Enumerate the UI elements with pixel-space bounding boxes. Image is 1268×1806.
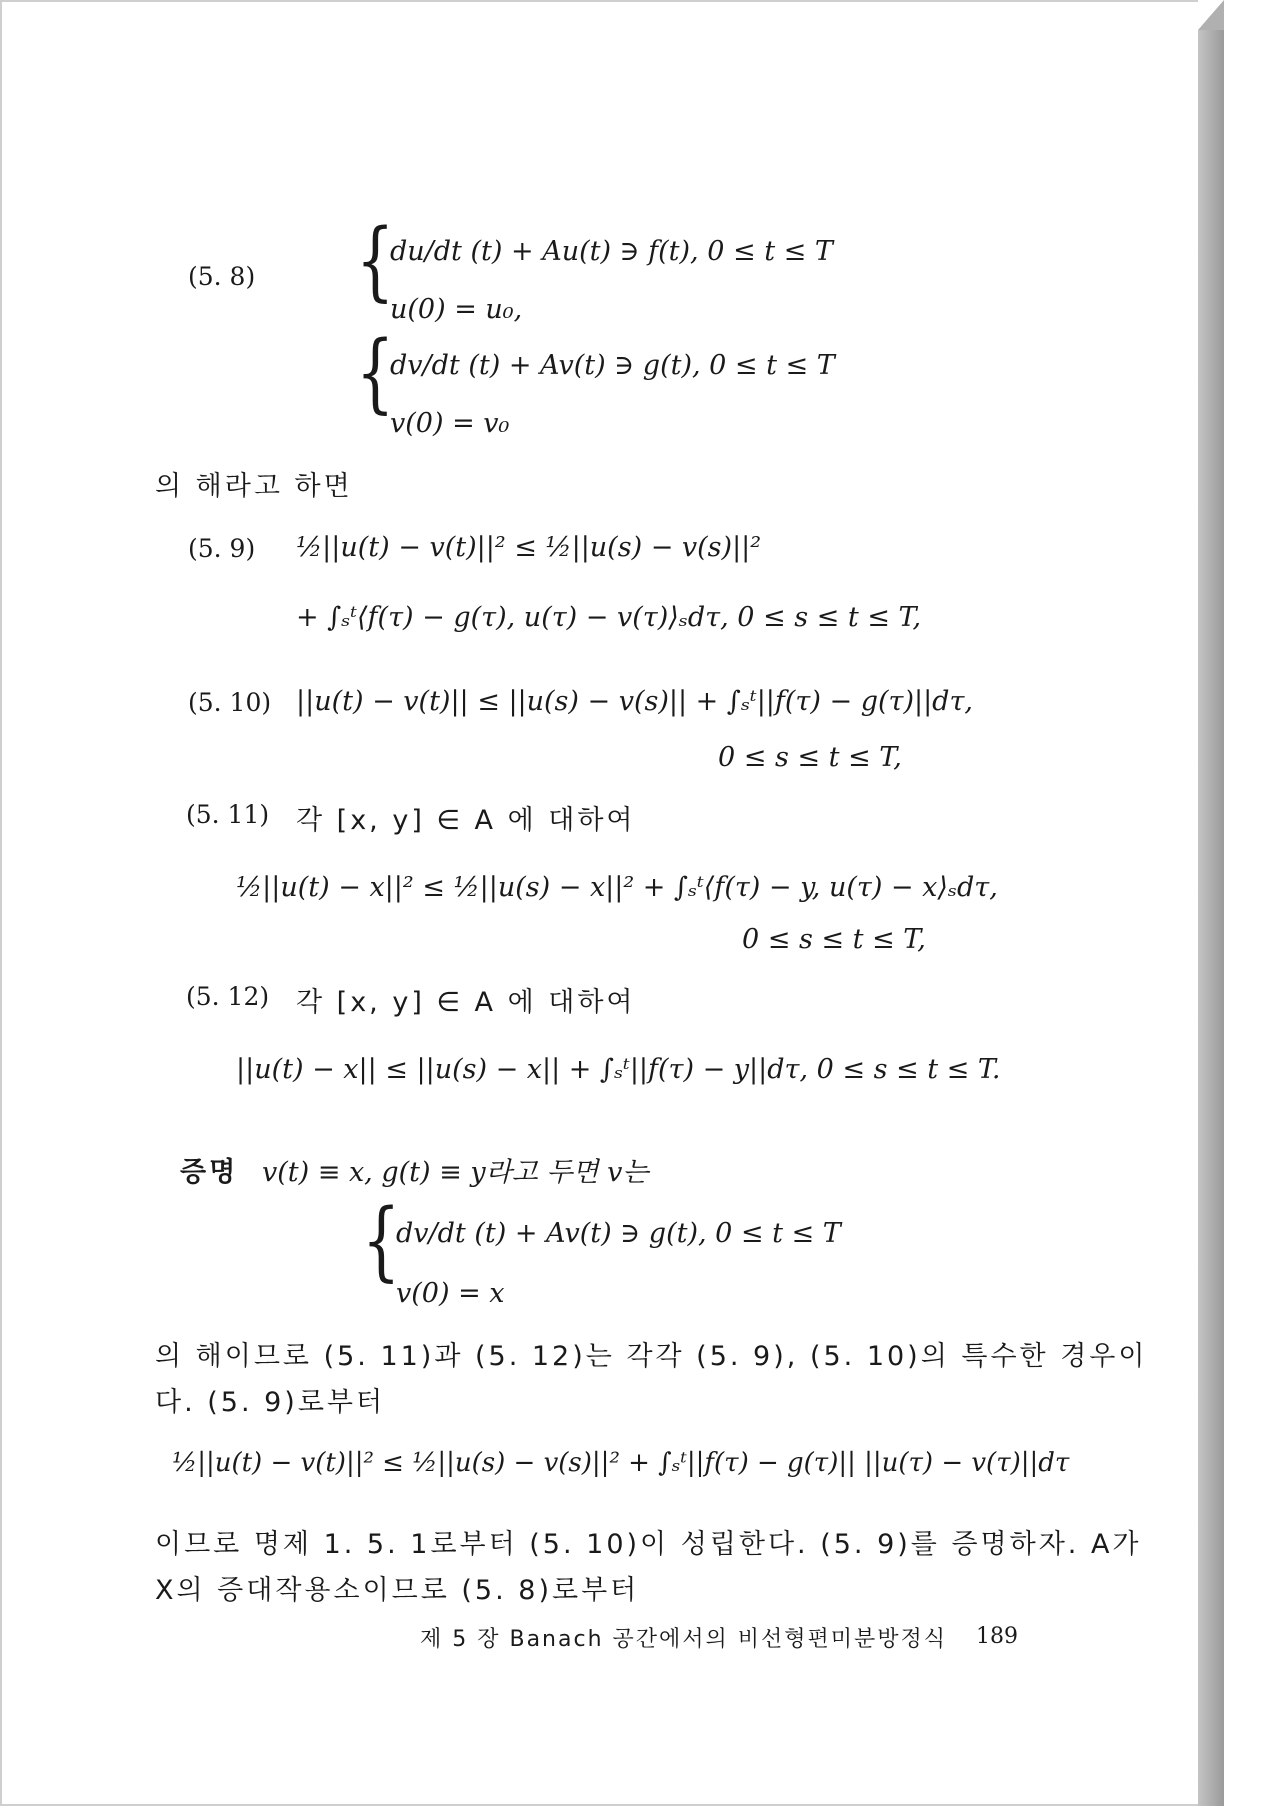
eq-5-12-line1: ||u(t) − x|| ≤ ||u(s) − x|| + ∫ₛᵗ||f(τ) − y||dτ, 0 ≤ s ≤ t ≤ T. bbox=[236, 1054, 1001, 1085]
eq-5-10-line2: 0 ≤ s ≤ t ≤ T, bbox=[718, 742, 902, 773]
eq-5-10-label: (5. 10) bbox=[188, 688, 272, 717]
proof-paragraph-2b: X의 증대작용소이므로 (5. 8)로부터 bbox=[155, 1575, 640, 1606]
proof-system-line1: dv/dt (t) + Av(t) ∋ g(t), 0 ≤ t ≤ T bbox=[396, 1218, 841, 1249]
eq-5-9-line1: ½||u(t) − v(t)||² ≤ ½||u(s) − v(s)||² bbox=[296, 532, 762, 563]
eq-5-8-label: (5. 8) bbox=[188, 262, 256, 291]
eq-5-11-label: (5. 11) bbox=[186, 800, 270, 829]
page-curl bbox=[1198, 0, 1224, 30]
eq-5-9-line2: + ∫ₛᵗ⟨f(τ) − g(τ), u(τ) − v(τ)⟩ₛdτ, 0 ≤ s ≤ t ≤ T, bbox=[296, 602, 922, 633]
eq-5-12-label: (5. 12) bbox=[186, 982, 270, 1011]
text-solution: 의 해라고 하면 bbox=[155, 471, 353, 502]
proof-intro: v(t) ≡ x, g(t) ≡ y라고 두면 v는 bbox=[262, 1157, 649, 1188]
eq-5-9-label: (5. 9) bbox=[188, 534, 256, 563]
proof-paragraph-1a: 의 해이므로 (5. 11)과 (5. 12)는 각각 (5. 9), (5. 10)의 특수한 경우이 bbox=[155, 1341, 1148, 1372]
eq-5-11-line1: ½||u(t) − x||² ≤ ½||u(s) − x||² + ∫ₛᵗ⟨f(τ) − y, u(τ) − x⟩ₛdτ, bbox=[236, 872, 998, 903]
eq-5-8-line3: dv/dt (t) + Av(t) ∋ g(t), 0 ≤ t ≤ T bbox=[390, 350, 835, 381]
page-spine-shadow bbox=[1198, 0, 1224, 1806]
eq-5-8-line1: du/dt (t) + Au(t) ∋ f(t), 0 ≤ t ≤ T bbox=[390, 236, 833, 267]
proof-inequality: ½||u(t) − v(t)||² ≤ ½||u(s) − v(s)||² + ∫ₛᵗ||f(τ) − g(τ)|| ||u(τ) − v(τ)||dτ bbox=[172, 1448, 1070, 1478]
eq-5-11-intro: 각 [x, y] ∈ A 에 대하여 bbox=[296, 805, 636, 836]
eq-5-11-line2: 0 ≤ s ≤ t ≤ T, bbox=[742, 924, 926, 955]
eq-5-8-brace-1: { bbox=[356, 211, 395, 311]
eq-5-12-intro: 각 [x, y] ∈ A 에 대하여 bbox=[296, 987, 636, 1018]
proof-paragraph-1b: 다. (5. 9)로부터 bbox=[155, 1387, 386, 1418]
eq-5-8-line4: v(0) = v₀ bbox=[390, 408, 510, 439]
eq-5-8-brace-2: { bbox=[356, 323, 395, 423]
proof-system-line2: v(0) = x bbox=[396, 1278, 505, 1309]
proof-paragraph-2a: 이므로 명제 1. 5. 1로부터 (5. 10)이 성립한다. (5. 9)를 증명하자. A가 bbox=[155, 1529, 1142, 1560]
proof-system-brace: { bbox=[362, 1191, 401, 1291]
proof-heading: 증명 bbox=[180, 1157, 239, 1188]
eq-5-10-line1: ||u(t) − v(t)|| ≤ ||u(s) − v(s)|| + ∫ₛᵗ||f(τ) − g(τ)||dτ, bbox=[296, 686, 973, 717]
page-number: 189 bbox=[976, 1624, 1018, 1649]
running-head: 제 5 장 Banach 공간에서의 비선형편미분방정식 bbox=[420, 1627, 948, 1652]
eq-5-8-line2: u(0) = u₀, bbox=[390, 294, 523, 325]
